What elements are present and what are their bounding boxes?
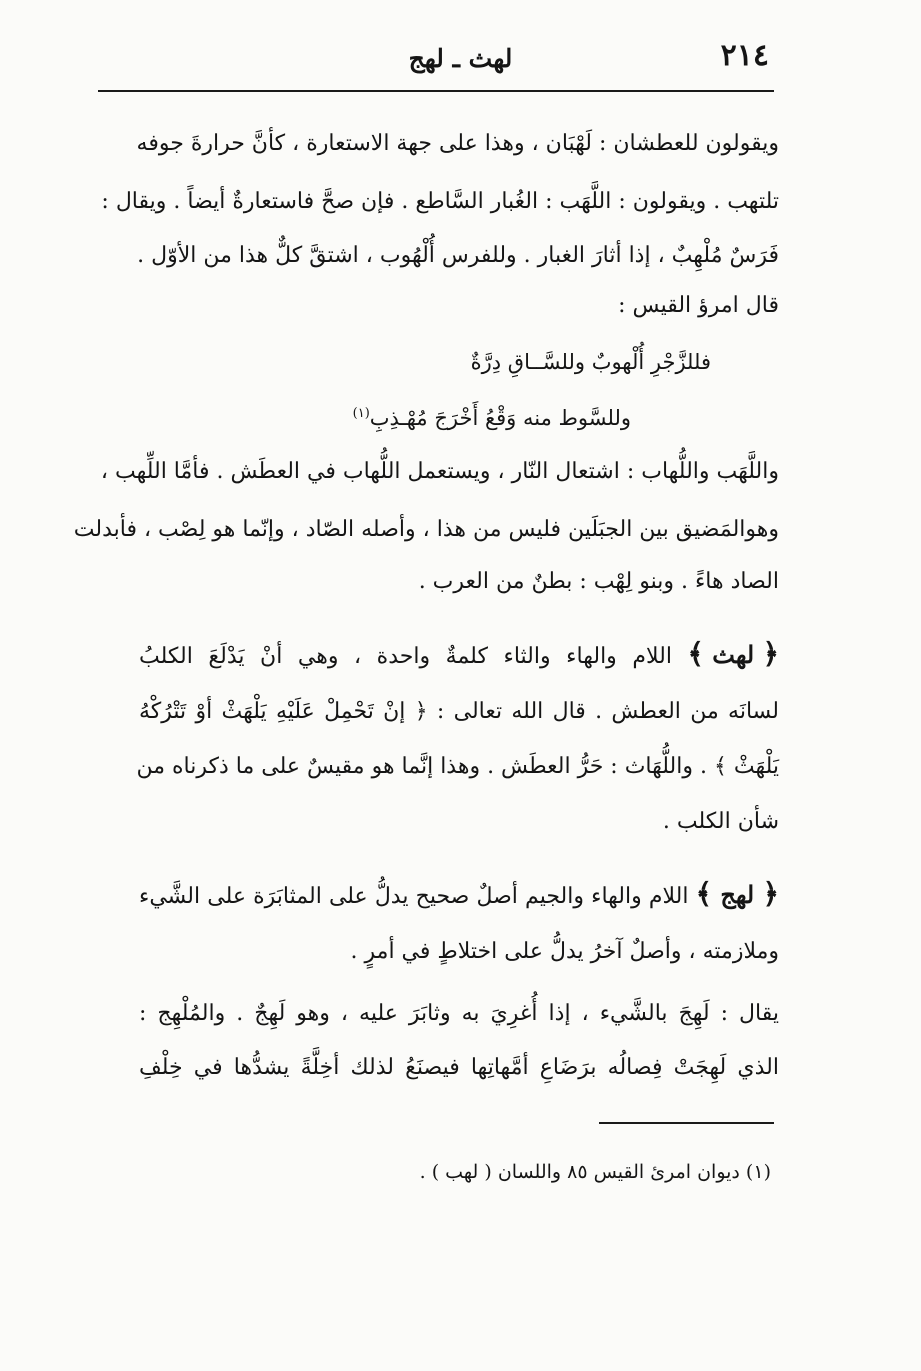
body-line: قال امرؤ القيس : bbox=[618, 293, 779, 318]
body-line: يَلْهَثْ ﴾ . واللُّهَاث : حَرُّ العطَش . وهذا إنَّما هو مقيسٌ على ما ذكرناه من bbox=[136, 754, 779, 779]
headword-text: لهج bbox=[720, 880, 755, 909]
running-head: لهث ـ لهج bbox=[408, 44, 513, 73]
body-line: ويقولون للعطشان : لَهْبَان ، وهذا على جهة الاستعارة ، كأنَّ حرارةَ جوفه bbox=[136, 131, 779, 156]
verse-line-2-text: وللسَّوط منه وَقْعُ أَخْرَجَ مُهْـذِبِ bbox=[369, 406, 631, 430]
verse-line-1: فللزَّجْرِ أُلْهوبٌ وللسَّــاقِ دِرَّةٌ bbox=[470, 350, 711, 374]
body-line: الصاد هاءً . وبنو لِهْب : بطنٌ من العرب . bbox=[418, 569, 779, 594]
body-line: وهوالمَضيق بين الجبَلَين فليس من هذا ، وأصله الصّاد ، وإنّما هو لِصْب ، فأبدلت bbox=[73, 517, 779, 542]
body-line: فَرَسٌ مُلْهِبٌ ، إذا أثارَ الغبار . وللفرس أُلْهُوب ، اشتقَّ كلٌّ هذا من الأوّل . bbox=[137, 243, 779, 268]
body-line: شأن الكلب . bbox=[662, 809, 779, 834]
entry-lhj-line-1 bbox=[139, 872, 779, 916]
entry-headword-lhth bbox=[688, 632, 779, 677]
entry-text: اللام والهاء والجيم أصلٌ صحيح يدلُّ على المثابَرَة على الشَّيء bbox=[139, 884, 689, 909]
body-line: تلتهب . ويقولون : اللَّهَب : الغُبار السَّاطع . فإن صحَّ فاستعارةٌ أيضاً . ويقال : bbox=[101, 189, 779, 214]
ornamental-bracket-open: ﴿ bbox=[762, 637, 779, 670]
body-line: وملازمته ، وأصلٌ آخرُ يدلُّ على اختلاطٍ في أمرٍ . bbox=[350, 939, 779, 964]
entry-text: اللام والهاء والثاء كلمةٌ واحدة ، وهي أنْ يَدْلَعَ الكلبُ bbox=[139, 644, 672, 669]
entry-lhth-line-1 bbox=[139, 632, 779, 676]
headword-text: لهث bbox=[712, 640, 755, 669]
body-line: واللَّهَب واللُّهاب : اشتعال النّار ، ويستعمل اللُّهاب في العطَش . فأمَّا اللِّهب ، bbox=[100, 459, 779, 484]
body-line: يقال : لَهِجَ بالشَّيء ، إذا أُغرِيَ به وثابَرَ عليه ، وهو لَهِجٌ . والمُلْهِج : bbox=[139, 1001, 779, 1026]
header-divider bbox=[98, 90, 774, 92]
verse-line-2 bbox=[271, 392, 631, 436]
footnote-marker: (١) bbox=[352, 406, 370, 421]
body-line: لسانَه من العطش . قال الله تعالى : ﴿ إنْ تَحْمِلْ عَلَيْهِ يَلْهَثْ أوْ تَتْرُكْهُ bbox=[139, 699, 779, 724]
entry-headword-lhj bbox=[696, 872, 779, 917]
body-line: الذي لَهِجَتْ فِصالُه برَضَاعِ أمَّهاتِها فيصنَعُ لذلك أخِلَّةً يشدُّها في خِلْفِ bbox=[139, 1055, 779, 1080]
page-number: ٢١٤ bbox=[720, 38, 769, 73]
footnote: (١) ديوان امرئ القيس ٨٥ واللسان ( لهب ) . bbox=[419, 1161, 771, 1183]
ornamental-bracket-open: ﴿ bbox=[762, 877, 779, 910]
ornamental-bracket-close: ﴾ bbox=[687, 637, 704, 670]
footnote-divider bbox=[599, 1122, 774, 1124]
ornamental-bracket-close: ﴾ bbox=[695, 877, 712, 910]
